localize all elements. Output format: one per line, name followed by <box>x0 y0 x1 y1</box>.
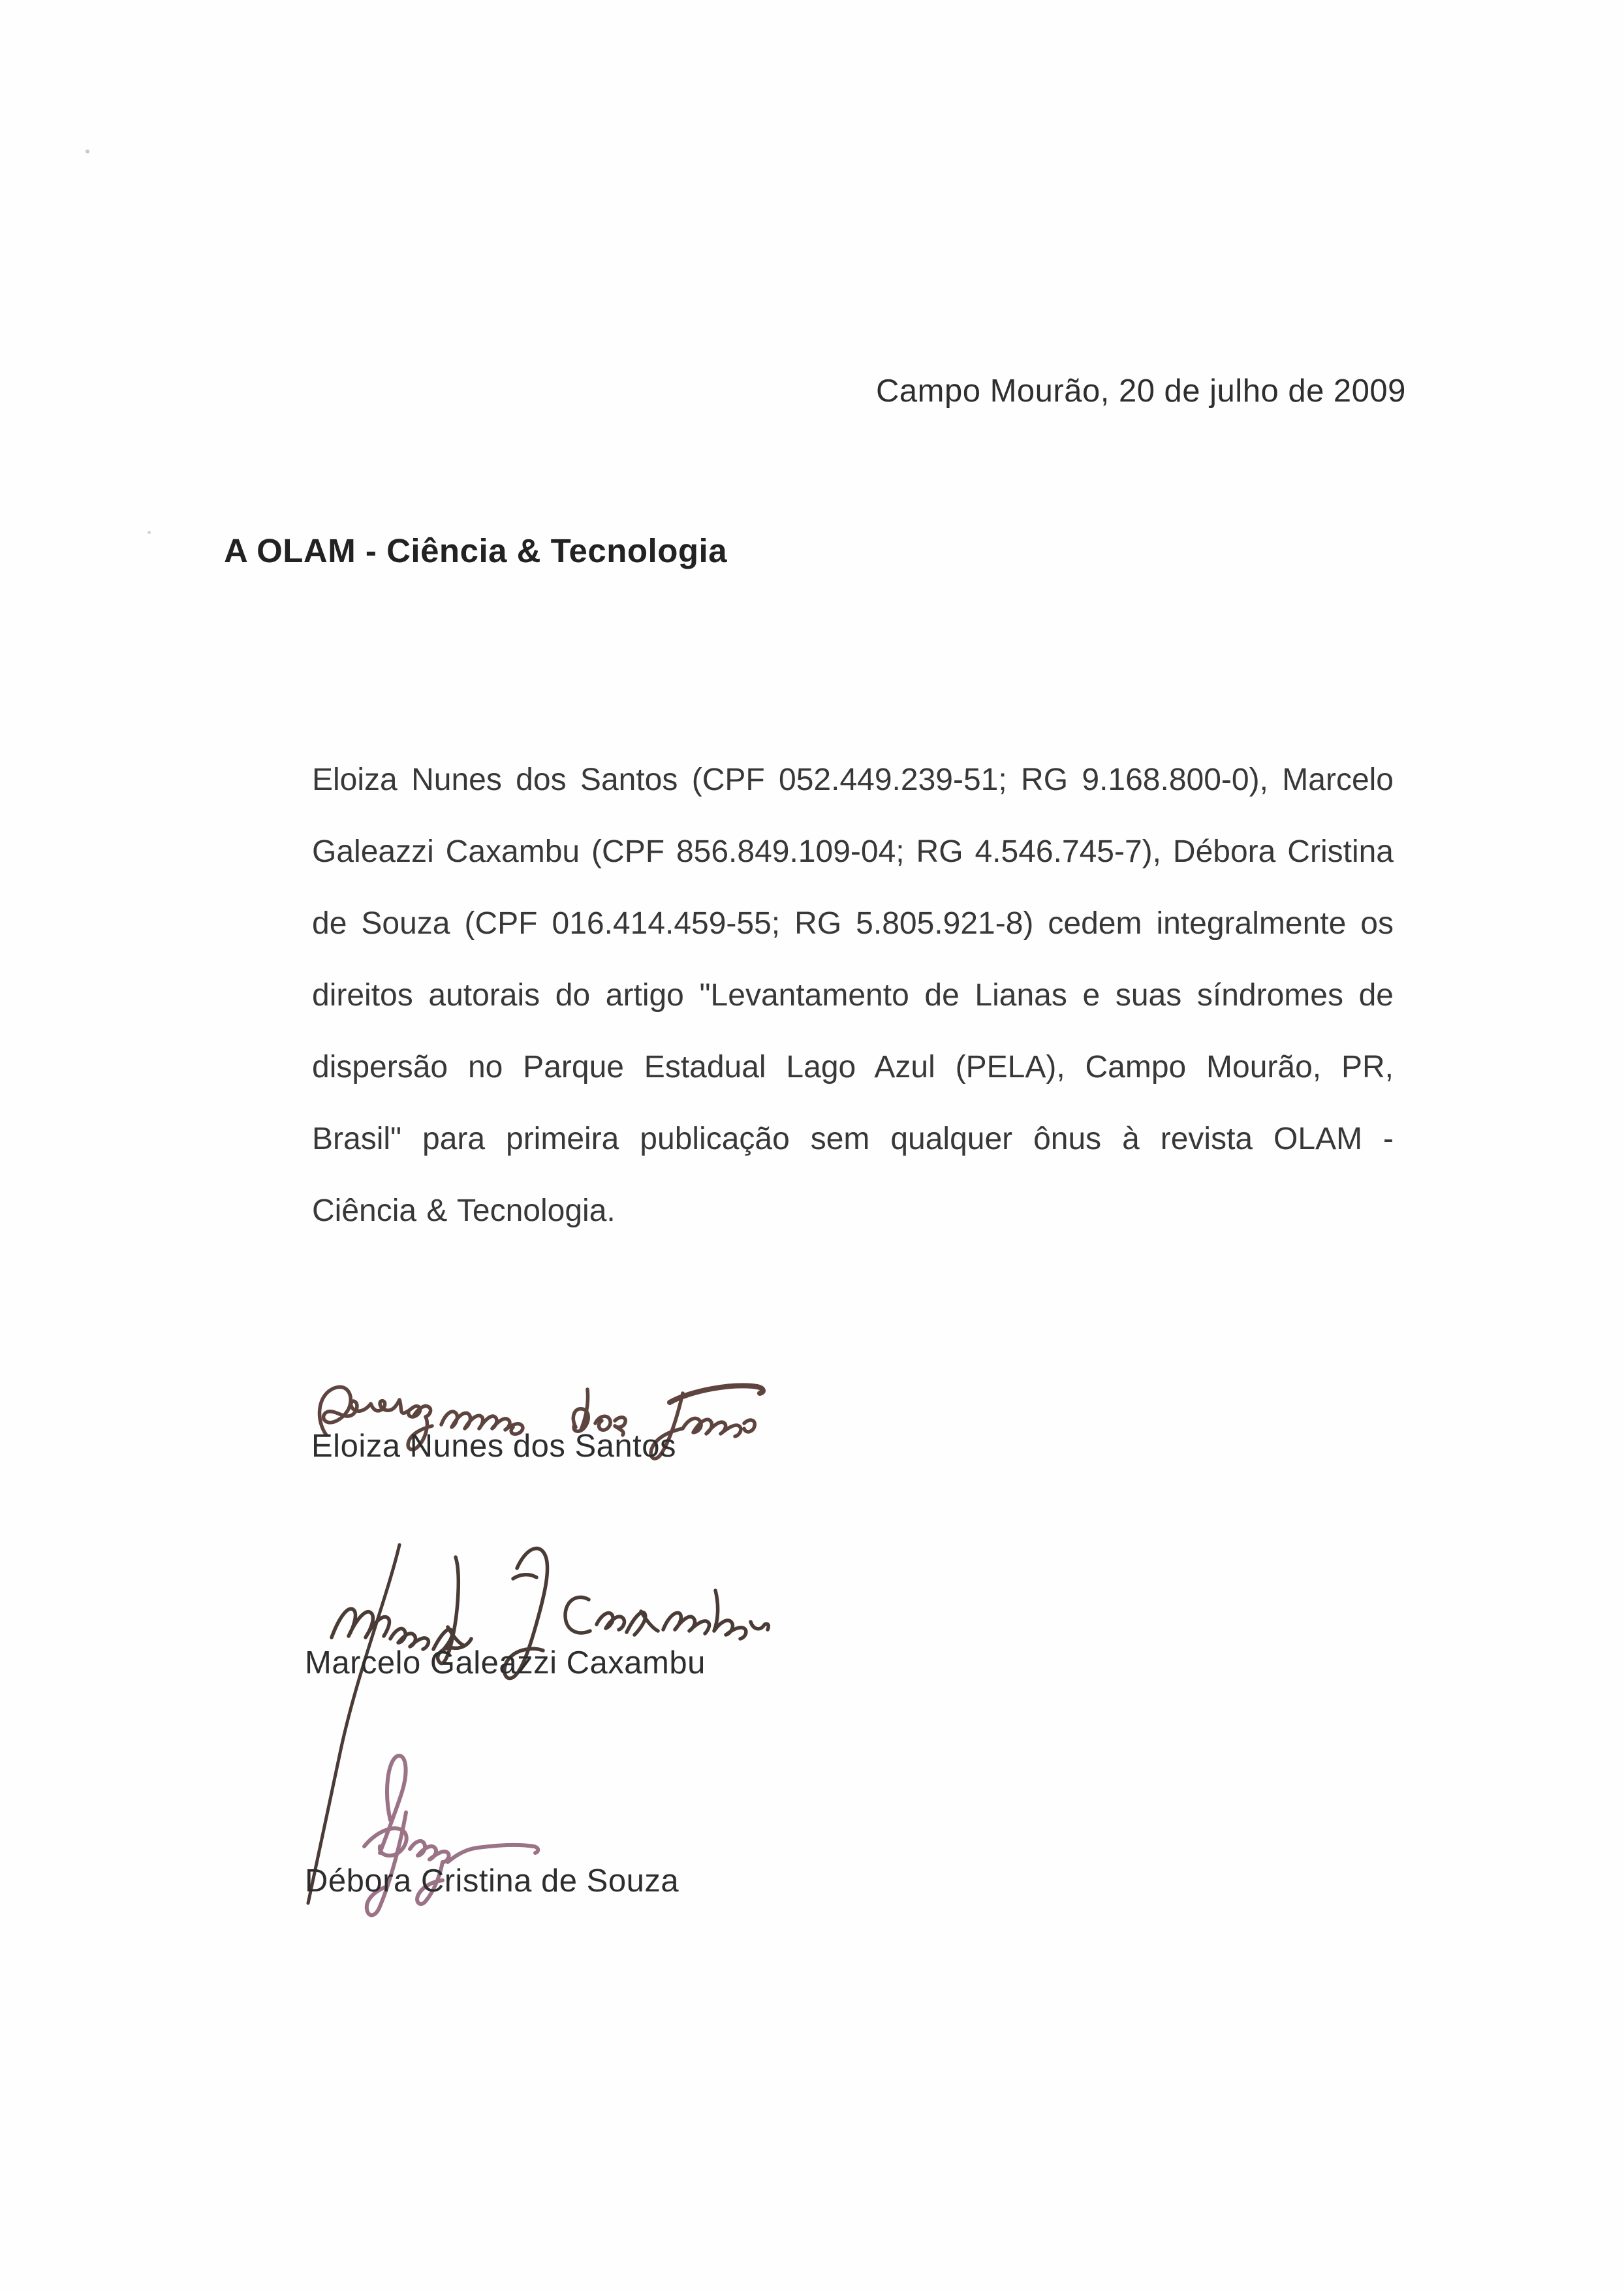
body-line: dispersão no Parque Estadual Lago Azul (PELA), Campo Mourão, PR, <box>312 1050 1394 1084</box>
body-line: Brasil" para primeira publicação sem qualquer ônus à revista OLAM - <box>312 1122 1394 1156</box>
scan-speck <box>86 150 89 153</box>
debora-signature-handwriting <box>346 1742 555 1931</box>
body-line: Galeazzi Caxambu (CPF 856.849.109-04; RG 4.546.745-7), Débora Cristina <box>312 834 1394 869</box>
signer-printed-name: Débora Cristina de Souza <box>305 1863 679 1899</box>
body-line: direitos autorais do artigo "Levantamento de Lianas e suas síndromes de <box>312 978 1394 1013</box>
letter-date: Campo Mourão, 20 de julho de 2009 <box>876 373 1406 409</box>
body-line: Ciência & Tecnologia. <box>312 1193 616 1228</box>
signer-printed-name: Eloiza Nunes dos Santos <box>311 1429 676 1464</box>
letter-body <box>312 744 1394 1247</box>
signer-printed-name: Marcelo Galeazzi Caxambu <box>305 1645 706 1681</box>
scan-speck <box>148 531 151 534</box>
body-line: de Souza (CPF 016.414.459-55; RG 5.805.921-8) cedem integralmente os <box>312 906 1394 941</box>
body-line: Eloiza Nunes dos Santos (CPF 052.449.239-51; RG 9.168.800-0), Marcelo <box>312 763 1394 797</box>
letter-recipient: A OLAM - Ciência & Tecnologia <box>224 532 728 569</box>
